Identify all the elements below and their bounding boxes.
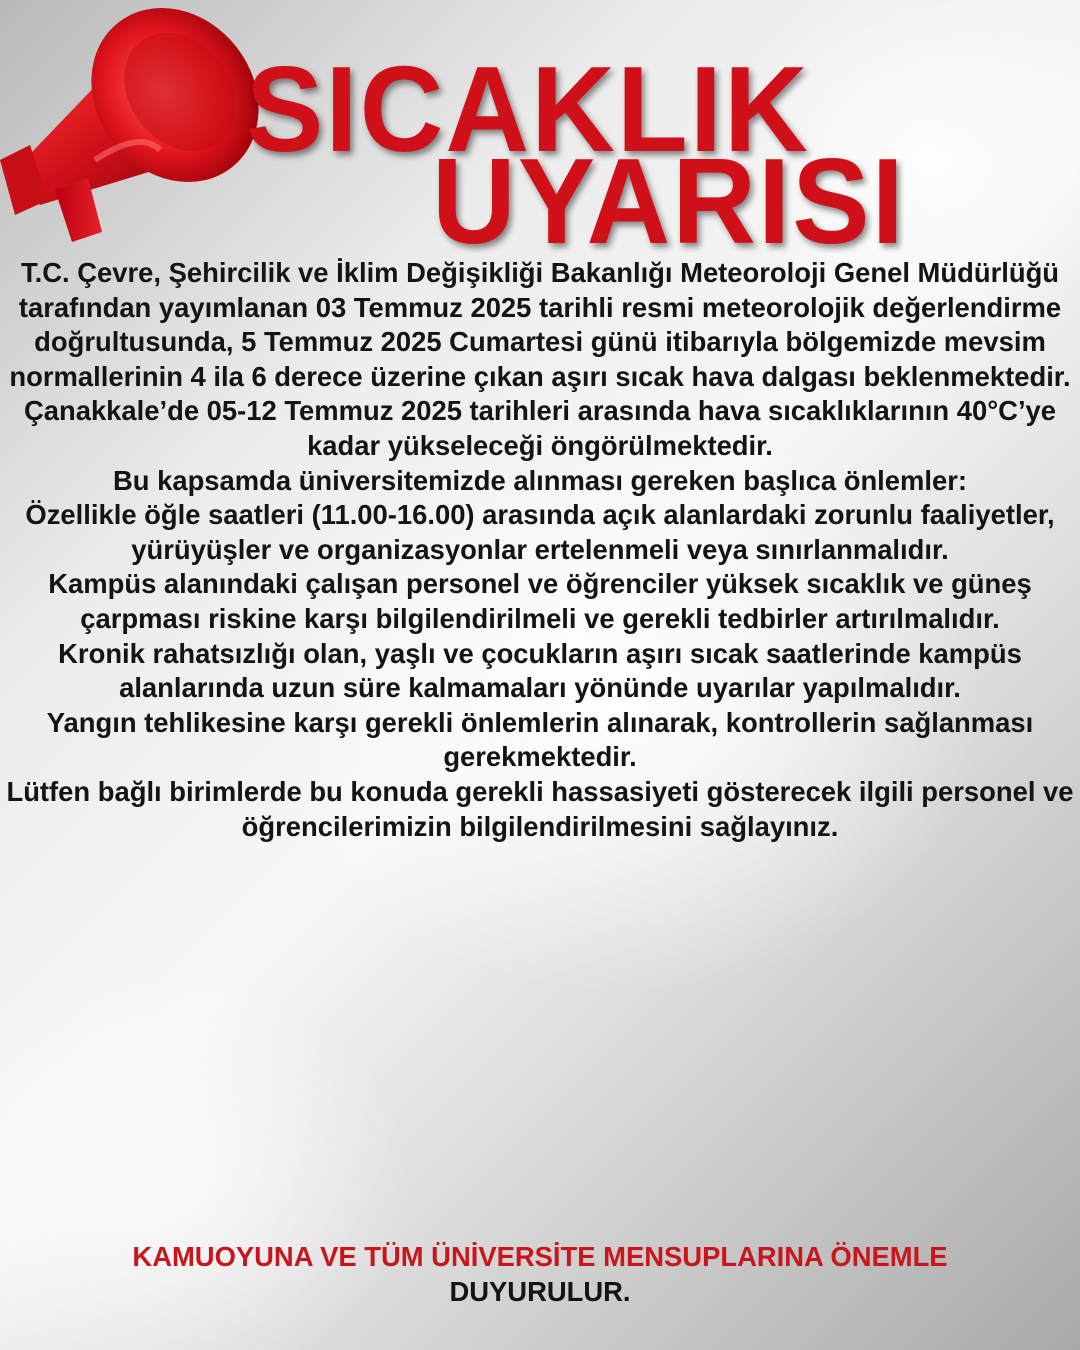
body-paragraph-measure-1: Özellikle öğle saatleri (11.00-16.00) arasında açık alanlardaki zorunlu faaliyetler, yürüyüşler ve organizasyonlar ertelenmeli veya sınırlanmalıdır. (25, 499, 1055, 565)
body-paragraph-intro: T.C. Çevre, Şehircilik ve İklim Değişikliği Bakanlığı Meteoroloji Genel Müdürlüğü tarafından yayımlanan 03 Temmuz 2025 tarihli resmi meteorolojik değerlendirme doğrultusunda, 5 Temmuz 2025 Cumartesi günü itibarıyla bölgemizde mevsim normallerinin 4 ila 6 derece üzerine çıkan aşırı sıcak hava dalgası beklenmektedir. (9, 257, 1071, 392)
body-paragraph-forecast: Çanakkale’de 05-12 Temmuz 2025 tarihleri arasında hava sıcaklıklarının 40°C’ye kadar yükseleceği öngörülmektedir. (23, 395, 1057, 461)
closing-notice (0, 1240, 1080, 1309)
body-paragraph-request: Lütfen bağlı birimlerde bu konuda gerekli hassasiyeti gösterecek ilgili personel ve öğrencilerimizin bilgilendirilmesini sağlayınız. (6, 775, 1074, 842)
title-line-1: SICAKLIK (246, 40, 810, 178)
title-line-2: UYARISI (432, 132, 906, 270)
body-paragraph-measure-2: Kampüs alanındaki çalışan personel ve öğrenciler yüksek sıcaklık ve güneş çarpması riskine karşı bilgilendirilmeli ve gerekli tedbirler artırılmalıdır. (48, 568, 1032, 634)
megaphone-icon (0, 0, 270, 250)
body-paragraph-measure-3: Kronik rahatsızlığı olan, yaşlı ve çocukların aşırı sıcak saatlerinde kampüs alanlarında uzun süre kalmamaları yönünde uyarılar yapılmalıdır. (58, 637, 1022, 704)
closing-red-line: KAMUOYUNA VE TÜM ÜNİVERSİTE MENSUPLARINA ÖNEMLE (132, 1241, 948, 1272)
body-paragraph-measure-4: Yangın tehlikesine karşı gerekli önlemlerin alınarak, kontrollerin sağlanması gerekmektedir. (46, 706, 1034, 773)
closing-black-line: DUYURULUR. (449, 1275, 631, 1307)
announcement-body (0, 256, 1080, 844)
body-paragraph-measures-heading: Bu kapsamda üniversitemizde alınması gereken başlıca önlemler: (112, 464, 968, 496)
